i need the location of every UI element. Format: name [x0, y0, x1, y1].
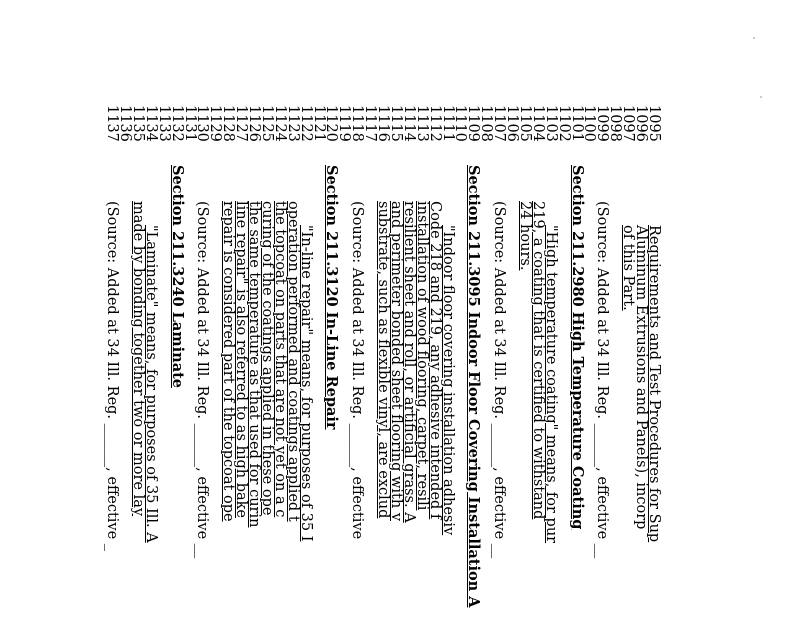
- section-heading: Section 211.2980 High Temperature Coating: [568, 165, 586, 530]
- line-number: 1112: [426, 105, 443, 142]
- line-number: 1103: [542, 105, 559, 142]
- line-number: 1116: [375, 105, 392, 142]
- line-text: Code 218 and 219, any adhesive intended f: [426, 201, 443, 520]
- section-heading: Section 211.3240 Laminate: [168, 165, 186, 389]
- line-text: (Source: Added at 34 Ill. Reg. ______, effective __: [194, 201, 211, 559]
- line-number: 1110: [452, 105, 469, 142]
- line-number: 1117: [362, 105, 379, 142]
- line-number: 1122: [297, 105, 314, 142]
- line-number: 1120: [323, 105, 340, 142]
- line-number: 1115: [388, 105, 404, 142]
- line-text: operation performed and coatings applied t: [284, 201, 301, 522]
- line-number: 1131: [181, 105, 198, 142]
- line-number: 1128: [220, 105, 237, 142]
- line-number: 1098: [607, 105, 624, 142]
- line-number: 1107: [491, 105, 508, 142]
- line-text: the same temperature as that used for curin: [246, 201, 263, 528]
- line-text: curing of the coatings applied in these ope: [259, 201, 275, 516]
- line-number: 1100: [581, 105, 598, 142]
- line-text: (Source: Added at 34 Ill. Reg. ______, effective _: [104, 201, 121, 552]
- line-number: 1106: [504, 105, 521, 142]
- line-number: 1135: [130, 105, 146, 142]
- line-number: 1113: [413, 105, 430, 142]
- line-number: 1119: [336, 105, 353, 142]
- line-text: (Source: Added at 34 Ill. Reg. ______, effective: [349, 201, 366, 540]
- scan-speck: [760, 96, 762, 98]
- line-number: 1095: [646, 105, 662, 142]
- line-number: 1127: [233, 105, 250, 142]
- line-text: of this Part.: [620, 225, 637, 311]
- line-text: "Indoor floor covering installation adhesiv: [439, 225, 456, 536]
- line-number: 1108: [478, 105, 495, 142]
- line-text: the topcoat on parts that are not yet on a c: [271, 201, 288, 518]
- line-text: and perimeter bonded sheet flooring with v: [388, 201, 404, 522]
- line-text: (Source: Added at 34 Ill. Reg. ______, effective __: [594, 201, 611, 559]
- line-number: 1136: [117, 105, 134, 142]
- line-number: 1134: [142, 105, 159, 142]
- line-number: 1132: [168, 105, 185, 142]
- line-number: 1137: [104, 105, 121, 142]
- line-number: 1121: [310, 105, 327, 142]
- line-text: made by bonding together two or more lay: [130, 201, 146, 517]
- line-number: 1096: [633, 105, 650, 142]
- line-text: substrate, such as flexible vinyl, are exclud: [375, 201, 392, 519]
- line-text: installation of wood flooring, carpet, resili: [413, 201, 430, 511]
- line-number: 1125: [259, 105, 275, 142]
- line-number: 1101: [568, 105, 585, 142]
- line-number: 1133: [155, 105, 172, 142]
- line-number: 1111: [439, 105, 456, 142]
- line-text: 24 hours.: [517, 201, 533, 271]
- section-heading: Section 211.3095 Indoor Floor Covering Installation A: [465, 165, 483, 608]
- section-heading: Section 211.3120 In-Line Repair: [323, 165, 341, 430]
- line-text: resilient sheet and roll, or artificial grass. A: [400, 201, 417, 523]
- line-number: 1129: [207, 105, 224, 142]
- line-text: 219, a coating that is certified to withstand: [529, 201, 546, 520]
- line-number: 1114: [400, 105, 417, 142]
- line-number: 1105: [517, 105, 533, 142]
- line-number: 1097: [620, 105, 637, 142]
- line-number: 1123: [284, 105, 301, 142]
- line-text: Requirements and Test Procedures for Sup: [646, 225, 662, 543]
- rotated-text-block: [0, 105, 662, 618]
- line-text: "High temperature coating" means, for pur: [542, 225, 559, 544]
- line-number: 1109: [465, 105, 482, 142]
- line-number: 1102: [555, 105, 572, 142]
- line-text: "In-line repair" means, for purposes of 35 I: [297, 225, 314, 542]
- line-number: 1124: [271, 105, 288, 142]
- line-number: 1130: [194, 105, 211, 142]
- line-number: 1118: [349, 105, 366, 142]
- line-text: "Laminate" means, for purposes of 35 Ill. A: [142, 225, 159, 543]
- line-text: (Source: Added at 34 Ill. Reg. ______, effective __: [491, 201, 508, 559]
- scan-speck: [753, 37, 755, 39]
- line-text: repair is considered part of the topcoat ope: [220, 201, 237, 522]
- line-number: 1126: [246, 105, 263, 142]
- line-number: 1104: [529, 105, 546, 142]
- line-text: Aluminum Extrusions and Panels), incorp: [633, 225, 650, 530]
- line-number: 1099: [594, 105, 611, 142]
- line-text: line repair" is also referred to as high bake: [233, 201, 250, 518]
